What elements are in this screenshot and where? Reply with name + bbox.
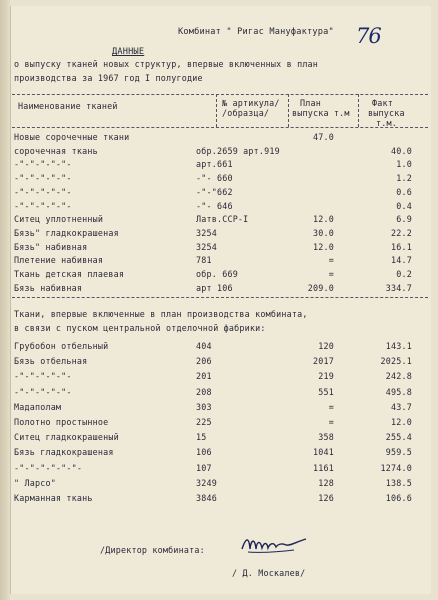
cell-article: 106: [196, 447, 212, 458]
cell-name: Бязь" гладкокрашеная: [14, 227, 119, 238]
cell-plan: =: [328, 269, 334, 279]
cell-name: Ситец гладкокрашеный: [14, 432, 119, 443]
cell-plan: 12.0: [313, 241, 334, 252]
cell-fact: 106.6: [385, 493, 412, 503]
cell-article: 404: [196, 341, 212, 351]
cell-article: обр. 669: [196, 269, 238, 279]
table-col-divider-1: [216, 94, 217, 127]
director-label: /Директор комбината:: [100, 545, 205, 555]
director-name: / Д. Москалев/: [232, 568, 306, 578]
cell-article: 107: [196, 462, 212, 473]
cell-plan: 128: [318, 477, 334, 488]
cell-name: Ткань детская плаевая: [14, 269, 125, 279]
cell-article: обр.2659 арт.919: [196, 145, 280, 156]
col-header-plan-1: План: [300, 98, 321, 108]
cell-plan: 551: [318, 386, 334, 397]
col-header-name: Наименование тканей: [18, 101, 118, 111]
cell-name: Плетение набивная: [14, 255, 104, 266]
cell-name: -"-"-"-"-"-: [14, 200, 72, 211]
cell-plan: 209.0: [307, 282, 334, 293]
cell-plan: 126: [318, 493, 334, 503]
cell-fact: 22.2: [391, 227, 412, 238]
cell-article: -"-"662: [196, 186, 233, 197]
cell-article: 208: [196, 386, 212, 397]
cell-name: -"-"-"-"-"-: [14, 173, 72, 184]
cell-fact: 1.0: [396, 159, 412, 170]
cell-name: Новые сорочечные ткани: [14, 132, 130, 142]
cell-name: Бязь набивная: [14, 282, 83, 293]
cell-plan: 358: [318, 432, 334, 443]
cell-name: -"-"-"-"-"-: [14, 186, 72, 197]
cell-article: 303: [196, 401, 212, 412]
cell-fact: 14.7: [391, 255, 412, 266]
cell-fact: 242.8: [385, 371, 412, 382]
cell-plan: 47.0: [313, 132, 334, 142]
handwritten-page-number: 76: [356, 24, 381, 48]
cell-article: 201: [196, 371, 212, 382]
cell-fact: 43.7: [391, 401, 412, 412]
cell-plan: 30.0: [313, 227, 334, 238]
subtitle-line-1: о выпуску тканей новых структур, впервые включенных в план: [14, 59, 319, 69]
cell-article: 3254: [196, 227, 217, 238]
cell-name: -"-"-"-"-"-: [14, 159, 72, 170]
cell-plan: =: [328, 417, 334, 427]
cell-plan: 1161: [313, 462, 334, 473]
cell-name: Бязь отбельная: [14, 356, 88, 367]
cell-fact: 138.5: [385, 477, 412, 488]
cell-plan: 2017: [313, 356, 334, 367]
cell-name: Бязь гладкокрашеная: [14, 447, 114, 458]
cell-fact: 16.1: [391, 241, 412, 252]
cell-plan: 12.0: [313, 214, 334, 225]
cell-fact: 12.0: [391, 417, 412, 427]
cell-fact: 495.8: [385, 386, 412, 397]
cell-article: арт 106: [196, 282, 233, 293]
cell-fact: 0.4: [396, 200, 412, 211]
cell-name: -"-"-"-"-"-"-: [14, 462, 83, 473]
org-name: Комбинат " Ригас Мануфактура": [178, 27, 334, 37]
cell-article: 781: [196, 255, 212, 266]
cell-fact: 0.6: [396, 186, 412, 197]
cell-article: 3254: [196, 241, 217, 252]
cell-article: 15: [196, 432, 207, 443]
document-title: ДАННЫЕ: [112, 47, 145, 57]
cell-name: Полотно простынное: [14, 417, 109, 427]
cell-name: -"-"-"-"-"-: [14, 371, 72, 382]
subtitle-line-2: производства за 1967 год I полугодие: [14, 73, 203, 83]
table-top-rule: [12, 94, 428, 95]
cell-fact: 334.7: [385, 282, 412, 293]
cell-fact: 1274.0: [380, 462, 412, 473]
cell-article: 206: [196, 356, 212, 367]
cell-name: сорочечная ткань: [14, 145, 98, 156]
table-header-rule: [12, 127, 428, 128]
col-header-fact-1: Факт: [372, 98, 393, 108]
col-header-article-1: № артикула/: [222, 98, 280, 108]
cell-name: Бязь" набивная: [14, 241, 88, 252]
cell-name: Ситец уплотненный: [14, 214, 104, 225]
cell-plan: 219: [318, 371, 334, 382]
cell-fact: 0.2: [396, 269, 412, 279]
section-2-title-2: в связи с пуском центральной отделочной фабрики:: [14, 323, 266, 333]
cell-article: -"- 660: [196, 173, 233, 184]
col-header-fact-2: выпуска: [368, 108, 405, 118]
cell-fact: 40.0: [391, 145, 412, 156]
cell-fact: 143.1: [385, 341, 412, 351]
cell-name: Карманная ткань: [14, 493, 93, 503]
cell-plan: =: [328, 255, 334, 266]
cell-article: -"- 646: [196, 200, 233, 211]
table-col-divider-2: [288, 94, 289, 127]
col-header-fact-3: т.м.: [376, 118, 397, 128]
cell-article: 3846: [196, 493, 217, 503]
cell-fact: 1.2: [396, 173, 412, 184]
cell-name: Мадаполам: [14, 401, 62, 412]
binding-edge: [0, 0, 10, 600]
cell-fact: 2025.1: [380, 356, 412, 367]
director-signature-image: [240, 533, 310, 557]
cell-article: 3249: [196, 477, 217, 488]
cell-plan: 1041: [313, 447, 334, 458]
cell-article: Латв.ССР-I: [196, 214, 249, 225]
cell-plan: 120: [318, 341, 334, 351]
cell-article: 225: [196, 417, 212, 427]
col-header-plan-2: выпуска т.м: [292, 108, 350, 118]
cell-name: -"-"-"-"-"-: [14, 386, 72, 397]
cell-article: арт.661: [196, 159, 233, 170]
section-divider-rule: [12, 297, 428, 298]
cell-name: Грубобон отбельный: [14, 341, 109, 351]
cell-plan: =: [328, 401, 334, 412]
cell-fact: 6.9: [396, 214, 412, 225]
cell-name: " Ларсо": [14, 477, 56, 488]
section-2-title-1: Ткани, впервые включенные в план производства комбината,: [14, 309, 308, 319]
cell-fact: 255.4: [385, 432, 412, 443]
cell-fact: 959.5: [385, 447, 412, 458]
col-header-article-2: /образца/: [222, 108, 270, 118]
table-col-divider-3: [358, 94, 359, 127]
